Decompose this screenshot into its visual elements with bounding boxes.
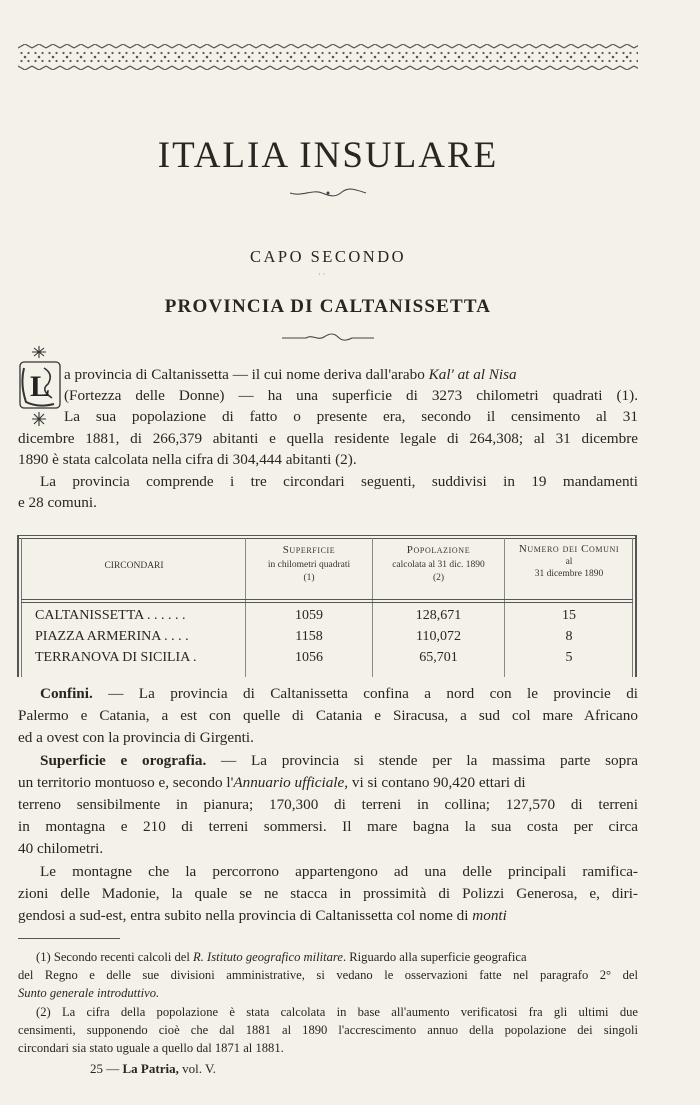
heading-flourish-icon (280, 332, 376, 342)
circondari-table (17, 527, 637, 677)
superficie-line-2: un territorio montuoso e, secondo l'Annuario ufficiale, vi si contano 90,420 ettari di (18, 774, 526, 791)
table-row-comuni: 8 (565, 629, 573, 644)
page-footer (90, 1061, 216, 1077)
table-row-area: 1056 (295, 650, 323, 665)
montagne-line-2: zioni delle Madonie, la quale se ne stacca in prossimità di Polizzi Generosa, e, diri- (18, 885, 638, 902)
footer-work-title: La Patria, (122, 1061, 179, 1076)
separator-dots: · · (318, 270, 326, 279)
table-header-popolazione: Popolazione (406, 544, 471, 556)
intro-line-4: dicembre 1881, di 266,379 abitanti e quella residente legale di 264,308; al 31 dicembre (18, 430, 638, 447)
montagne-line-3: gendosi a sud-est, entra subito nella provincia di Caltanissetta col nome di monti (18, 907, 507, 924)
footnote-1-line-3: Sunto generale introduttivo. (18, 986, 160, 1000)
table-header-comuni-date: 31 dicembre 1890 (534, 569, 604, 579)
montagne-line-1: Le montagne che la percorrono appartengono ad una delle principali ramifica- (40, 863, 638, 880)
superficie-line-1: Superficie e orografia. — La provincia si stende per la massima parte sopra (40, 752, 639, 769)
table-header-comuni-al: al (565, 557, 573, 567)
confini-line-3: ed a ovest con la provincia di Girgenti. (18, 729, 254, 746)
table-header-superficie: Superficie (282, 544, 336, 556)
table-row-area: 1059 (295, 608, 323, 623)
table-row-name: PIAZZA ARMERINA . . . . (35, 629, 189, 644)
table-row-comuni: 15 (562, 608, 576, 623)
footnote-rule (18, 938, 120, 939)
intro-line-5: 1890 è stata calcolata nella cifra di 304,444 abitanti (2). (18, 451, 357, 468)
drop-cap-ornament-icon (14, 344, 64, 428)
table-row-pop: 128,671 (415, 608, 462, 623)
table-row-area: 1158 (295, 629, 323, 644)
table-row-name: CALTANISSETTA . . . . . . (35, 608, 186, 623)
table-header-circondari: CIRCONDARI (104, 561, 164, 571)
header-ornament-band (18, 44, 638, 70)
footnote-2-line-3: circondari sia stato uguale a quello dal 1871 al 1881. (18, 1041, 284, 1055)
confini-line-1: Confini. — La provincia di Caltanissetta confina a nord con le provincie di (40, 685, 639, 702)
svg-text:L: L (30, 370, 51, 403)
title-flourish-icon (288, 188, 368, 198)
footer-signature: 25 — (90, 1061, 120, 1076)
footnote-1-line-2: del Regno e delle sue divisioni amministrative, si vedano le osservazioni fatte nel paragrafo 2° del (18, 968, 638, 982)
footnote-1-line-1: (1) Secondo recenti calcoli del R. Istituto geografico militare. Riguardo alla superficie geografica (36, 950, 527, 964)
footer-volume: vol. V. (182, 1061, 216, 1076)
table-row-pop: 110,072 (416, 629, 461, 644)
intro-line-1: a provincia di Caltanissetta — il cui nome deriva dall'arabo Kal' at al Nisa (64, 366, 517, 383)
superficie-line-5: 40 chilometri. (18, 840, 104, 857)
confini-line-2: Palermo e Catania, a est con quelle di Catania e Siracusa, a sud col mare Africano (18, 707, 638, 724)
table-header-superficie-sub: in chilometri quadrati (267, 560, 351, 570)
table-row-comuni: 5 (565, 650, 573, 665)
chapter-heading: CAPO SECONDO (249, 247, 407, 266)
intro-line-7: e 28 comuni. (18, 494, 97, 511)
intro-line-2: (Fortezza delle Donne) — ha una superficie di 3273 chilometri quadrati (1). (64, 387, 638, 404)
table-row-name: TERRANOVA DI SICILIA . (35, 650, 197, 665)
superficie-line-4: in montagna e 210 di terreni sommersi. Il mare bagna la sua costa per circa (18, 818, 638, 835)
intro-line-3: La sua popolazione di fatto o presente era, secondo il censimento al 31 (64, 408, 638, 425)
footnote-2-line-2: censimenti, supponendo cioè che dal 1881 al 1890 l'accrescimento annuo della popolazione dei singoli (18, 1023, 638, 1037)
footnote-2-line-1: (2) La cifra della popolazione è stata calcolata in base all'aumento verificatosi fra gli ultimi due (36, 1005, 638, 1019)
superficie-line-3: terreno sensibilmente in pianura; 170,300 di terreni in collina; 127,570 di terreni (18, 796, 638, 813)
table-header-superficie-note: (1) (303, 573, 315, 583)
table-header-comuni: Numero dei Comuni (518, 543, 620, 555)
table-row-pop: 65,701 (419, 650, 458, 665)
page-title: ITALIA INSULARE (157, 135, 499, 176)
table-header-popolazione-note: (2) (432, 573, 445, 583)
intro-line-6: La provincia comprende i tre circondari seguenti, suddivisi in 19 mandamenti (40, 473, 638, 490)
section-heading: PROVINCIA DI CALTANISSETTA (164, 296, 492, 317)
table-header-popolazione-sub: calcolata al 31 dic. 1890 (392, 560, 485, 570)
